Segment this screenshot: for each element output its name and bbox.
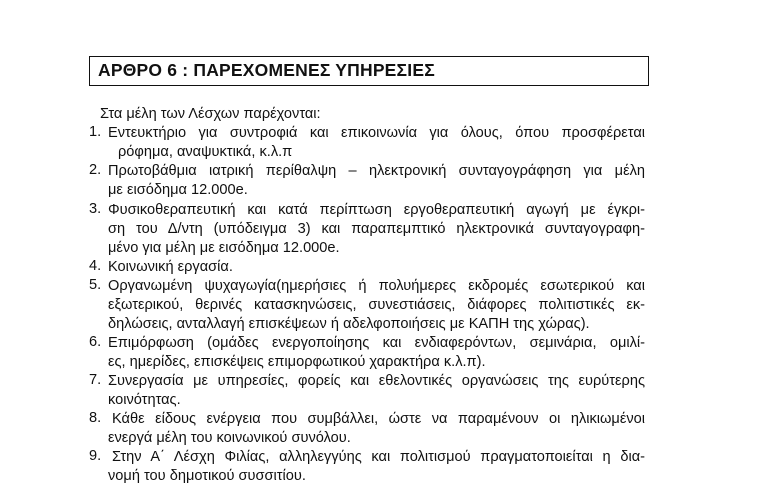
list-item-line: ενεργά μέλη του κοινωνικού συνόλου. bbox=[108, 430, 351, 446]
list-item-line: με εισόδημα 12.000e. bbox=[108, 182, 248, 198]
list-item-number: 9. bbox=[89, 448, 102, 464]
list-item-number: 5. bbox=[89, 277, 102, 293]
list-item-number: 1. bbox=[89, 124, 102, 140]
list-item-line: δηλώσεις, ανταλλαγή επισκέψεων ή αδελφοποιήσεις με ΚΑΠΗ της χώρας). bbox=[108, 316, 590, 332]
list-item-line: εξωτερικού, θερινές κατασκηνώσεις, συνεστιάσεις, διάφορες πολιτιστικές εκ- bbox=[108, 297, 645, 313]
list-item-line: Πρωτοβάθμια ιατρική περίθαλψη – ηλεκτρονική συνταγογράφηση για μέλη bbox=[108, 163, 645, 179]
list-item-line: Κοινωνική εργασία. bbox=[108, 259, 233, 275]
list-item-line: Κάθε είδους ενέργεια που συμβάλλει, ώστε να παραμένουν οι ηλικιωμένοι bbox=[112, 411, 645, 427]
intro-text: Στα μέλη των Λέσχων παρέχονται: bbox=[100, 106, 321, 122]
list-item-number: 4. bbox=[89, 258, 102, 274]
list-item-number: 7. bbox=[89, 372, 102, 388]
list-item-line: νομή του δημοτικού συσσιτίου. bbox=[108, 468, 306, 484]
list-item-line: ση του Δ/ντη (υπόδειγμα 3) και παραπεμπτικό ηλεκτρονικά συνταγογραφη- bbox=[108, 221, 645, 237]
list-item-line: Εντευκτήριο για συντροφιά και επικοινωνία για όλους, όπου προσφέρεται bbox=[108, 125, 645, 141]
list-item-line: κοινότητας. bbox=[108, 392, 181, 408]
list-item-number: 2. bbox=[89, 162, 102, 178]
list-item-line: ρόφημα, αναψυκτικά, κ.λ.π bbox=[118, 144, 293, 160]
list-item-number: 6. bbox=[89, 334, 102, 350]
article-title: ΑΡΘΡΟ 6 : ΠΑΡΕΧΟΜΕΝΕΣ ΥΠΗΡΕΣΙΕΣ bbox=[98, 60, 435, 80]
list-item-line: ες, ημερίδες, επισκέψεις επιμορφωτικού χαρακτήρα κ.λ.π). bbox=[108, 354, 486, 370]
list-item-line: Στην Α΄ Λέσχη Φιλίας, αλληλεγγύης και πολιτισμού πραγματοποιείται η δια- bbox=[112, 449, 645, 465]
list-item-line: Οργανωμένη ψυχαγωγία(ημερήσιες ή πολυήμερες εκδρομές εσωτερικού και bbox=[108, 278, 645, 294]
list-item-line: μένο για μέλη με εισόδημα 12.000e. bbox=[108, 240, 340, 256]
list-item-number: 8. bbox=[89, 410, 102, 426]
list-item-line: Φυσικοθεραπευτική και κατά περίπτωση εργοθεραπευτική αγωγή με έγκρι- bbox=[108, 202, 645, 218]
list-item-number: 3. bbox=[89, 201, 102, 217]
list-item-line: Επιμόρφωση (ομάδες ενεργοποίησης και ενδιαφερόντων, σεμινάρια, ομιλί- bbox=[108, 335, 645, 351]
list-item-line: Συνεργασία με υπηρεσίες, φορείς και εθελοντικές οργανώσεις της ευρύτερης bbox=[108, 373, 645, 389]
